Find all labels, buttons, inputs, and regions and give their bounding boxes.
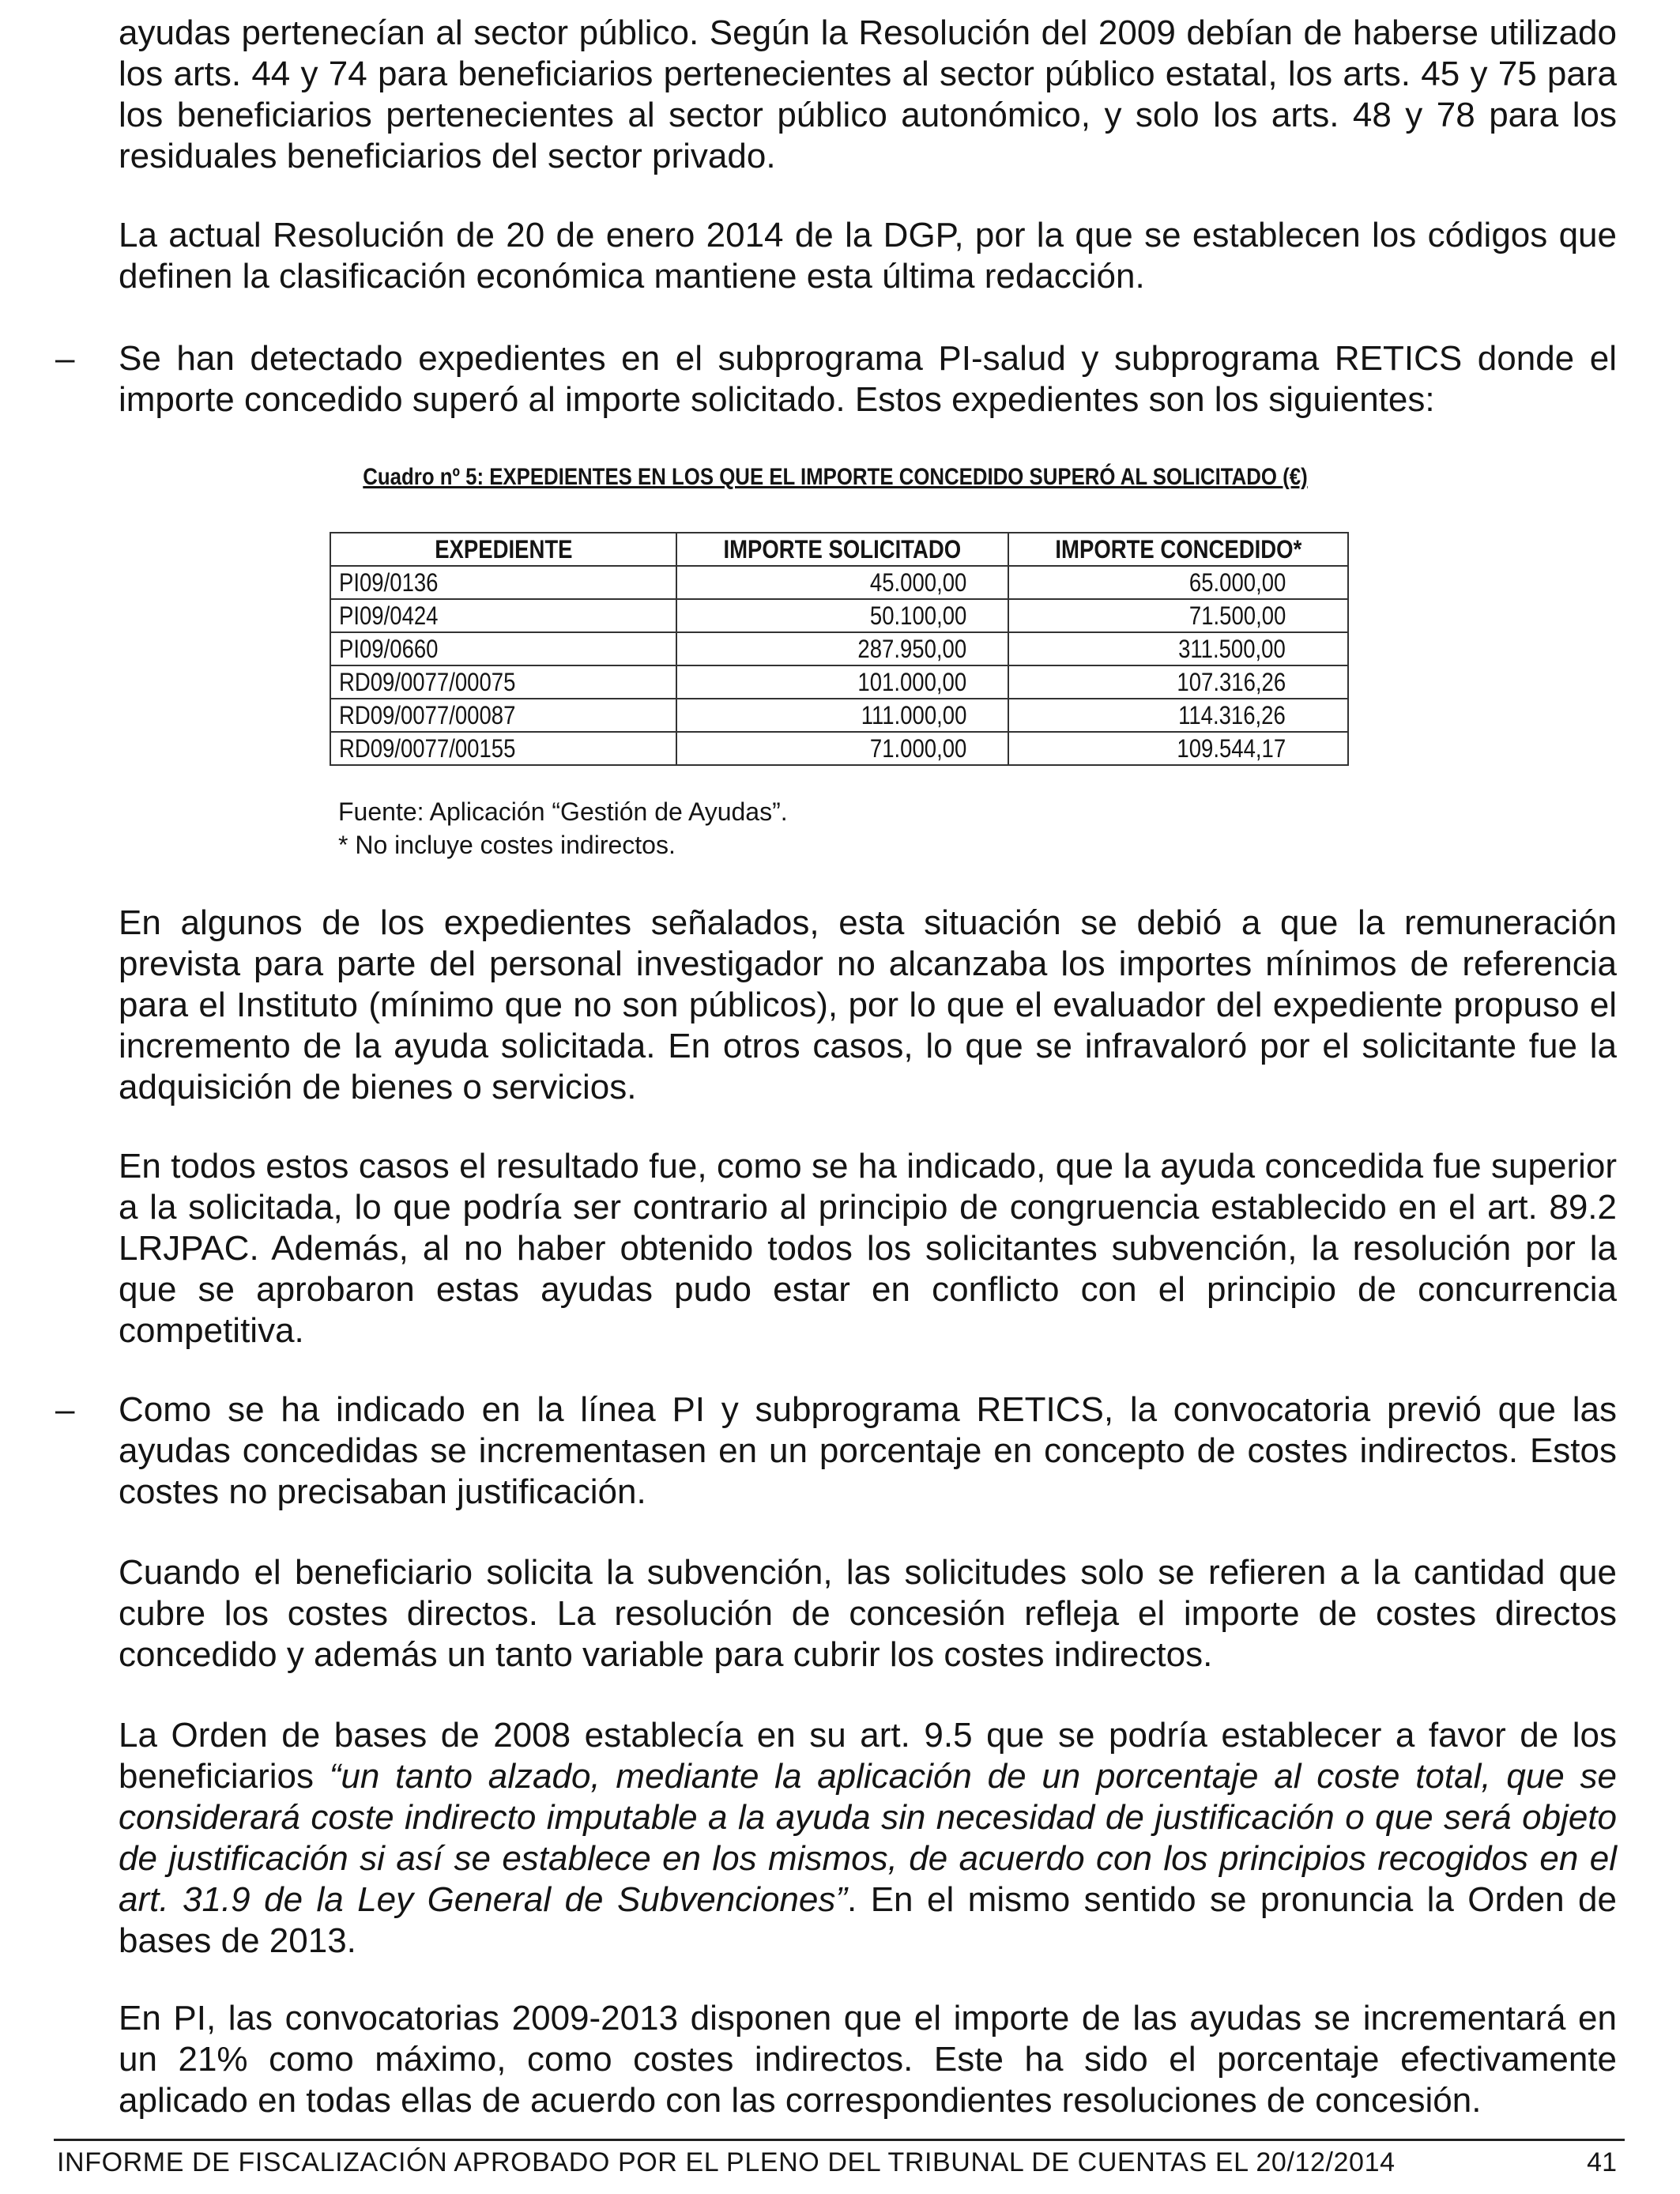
page-number: 41 [1587, 2147, 1617, 2177]
paragraph-convocatorias-pi: En PI, las convocatorias 2009-2013 disponen que el importe de las ayudas se incrementará en un 21% como máximo, como costes indirectos. Este ha sido el porcentaje efectivamente aplicado en todas ellas de acuerdo con las correspondientes resoluciones de concesión. [119, 1999, 1617, 2120]
paragraph-solicitud: Cuando el beneficiario solicita la subvención, las solicitudes solo se refieren a la cantidad que cubre los costes directos. La resolución de concesión refleja el importe de costes directos concedido y además un tanto variable para cubrir los costes indirectos. [119, 1553, 1617, 1674]
paragraph-resolucion-2014: La actual Resolución de 20 de enero 2014 de la DGP, por la que se establecen los códigos que definen la clasificación económica mantiene esta última redacción. [119, 216, 1617, 296]
importe-concedido-cell: 109.544,17 [1008, 732, 1348, 765]
table-row [330, 599, 1348, 632]
paragraph-orden-bases [119, 1715, 1617, 1962]
expedientes-table [330, 532, 1349, 766]
orden-bases-text-end: . En el mismo sentido se pronuncia la Orden de bases de 2013. [119, 1880, 1617, 1960]
table-footnote: * No incluye costes indirectos. [338, 831, 676, 859]
paragraph-expedientes-detectados: Se han detectado expedientes en el subprograma PI-salud y subprograma RETICS donde el importe concedido superó al importe solicitado. Estos expedientes son los siguientes: [119, 339, 1617, 419]
paragraph-remuneracion: En algunos de los expedientes señalados, esta situación se debió a que la remuneración prevista para parte del personal investigador no alcanzaba los importes mínimos de referencia para el Instituto (mínimo que no son públicos), por lo que el evaluador del expediente propuso el incremento de la ayuda solicitada. En otros casos, lo que se infravaloró por el solicitante fue la adquisición de bienes o servicios. [119, 903, 1617, 1106]
importe-solicitado-cell: 101.000,00 [676, 665, 1008, 699]
orden-bases-quote: “un tanto alzado, mediante la aplicación de un porcentaje al coste total, que se considerará coste indirecto imputable a la ayuda sin necesidad de justificación o que será objeto de justificación si así se establece en los mismos, de acuerdo con los principios recogidos en el art. 31.9 de la Ley General de Subvenciones” [119, 1757, 1617, 1919]
footer-divider [54, 2139, 1625, 2141]
orden-bases-text-start: La Orden de bases de 2008 establecía en su art. 9.5 que se podría establecer a favor de los beneficiarios [119, 1716, 1617, 1796]
expediente-cell: PI09/0136 [330, 566, 676, 599]
paragraph-costes-indirectos: Como se ha indicado en la línea PI y subprograma RETICS, la convocatoria previó que las ayudas concedidas se incrementasen en un porcentaje en concepto de costes indirectos. Estos costes no precisaban justificación. [119, 1390, 1617, 1511]
table-row [330, 665, 1348, 699]
importe-concedido-cell: 71.500,00 [1008, 599, 1348, 632]
bullet-dash: – [55, 1390, 75, 1429]
paragraph-resolucion-2009: ayudas pertenecían al sector público. Según la Resolución del 2009 debían de haberse utilizado los arts. 44 y 74 para beneficiarios pertenecientes al sector público estatal, los arts. 45 y 75 para los beneficiarios pertenecientes al sector público autonómico, y solo los arts. 48 y 78 para los residuales beneficiarios del sector privado. [119, 13, 1617, 175]
expediente-cell: RD09/0077/00155 [330, 732, 676, 765]
importe-solicitado-cell: 45.000,00 [676, 566, 1008, 599]
table-row [330, 732, 1348, 765]
footer-text: INFORME DE FISCALIZACIÓN APROBADO POR EL PLENO DEL TRIBUNAL DE CUENTAS EL 20/12/2014 [57, 2147, 1396, 2177]
importe-solicitado-cell: 287.950,00 [676, 632, 1008, 665]
bullet-dash: – [55, 339, 75, 378]
paragraph-congruencia: En todos estos casos el resultado fue, como se ha indicado, que la ayuda concedida fue superior a la solicitada, lo que podría ser contrario al principio de congruencia establecido en el art. 89.2 LRJPAC. Además, al no haber obtenido todos los solicitantes subvención, la resolución por la que se aprobaron estas ayudas pudo estar en conflicto con el principio de concurrencia competitiva. [119, 1147, 1617, 1350]
table-header-row [330, 533, 1348, 566]
column-header-importe-concedido: IMPORTE CONCEDIDO* [1008, 533, 1348, 566]
table-row [330, 632, 1348, 665]
expediente-cell: RD09/0077/00087 [330, 699, 676, 732]
importe-solicitado-cell: 111.000,00 [676, 699, 1008, 732]
table-row [330, 699, 1348, 732]
importe-solicitado-cell: 50.100,00 [676, 599, 1008, 632]
table-source: Fuente: Aplicación “Gestión de Ayudas”. [338, 797, 788, 826]
expediente-cell: PI09/0660 [330, 632, 676, 665]
column-header-importe-solicitado: IMPORTE SOLICITADO [676, 533, 1008, 566]
expediente-cell: PI09/0424 [330, 599, 676, 632]
importe-solicitado-cell: 71.000,00 [676, 732, 1008, 765]
expediente-cell: RD09/0077/00075 [330, 665, 676, 699]
table-title: Cuadro nº 5: EXPEDIENTES EN LOS QUE EL IMPORTE CONCEDIDO SUPERÓ AL SOLICITADO (€) [363, 464, 1308, 490]
importe-concedido-cell: 311.500,00 [1008, 632, 1348, 665]
importe-concedido-cell: 65.000,00 [1008, 566, 1348, 599]
column-header-expediente: EXPEDIENTE [330, 533, 676, 566]
importe-concedido-cell: 107.316,26 [1008, 665, 1348, 699]
importe-concedido-cell: 114.316,26 [1008, 699, 1348, 732]
table-row [330, 566, 1348, 599]
